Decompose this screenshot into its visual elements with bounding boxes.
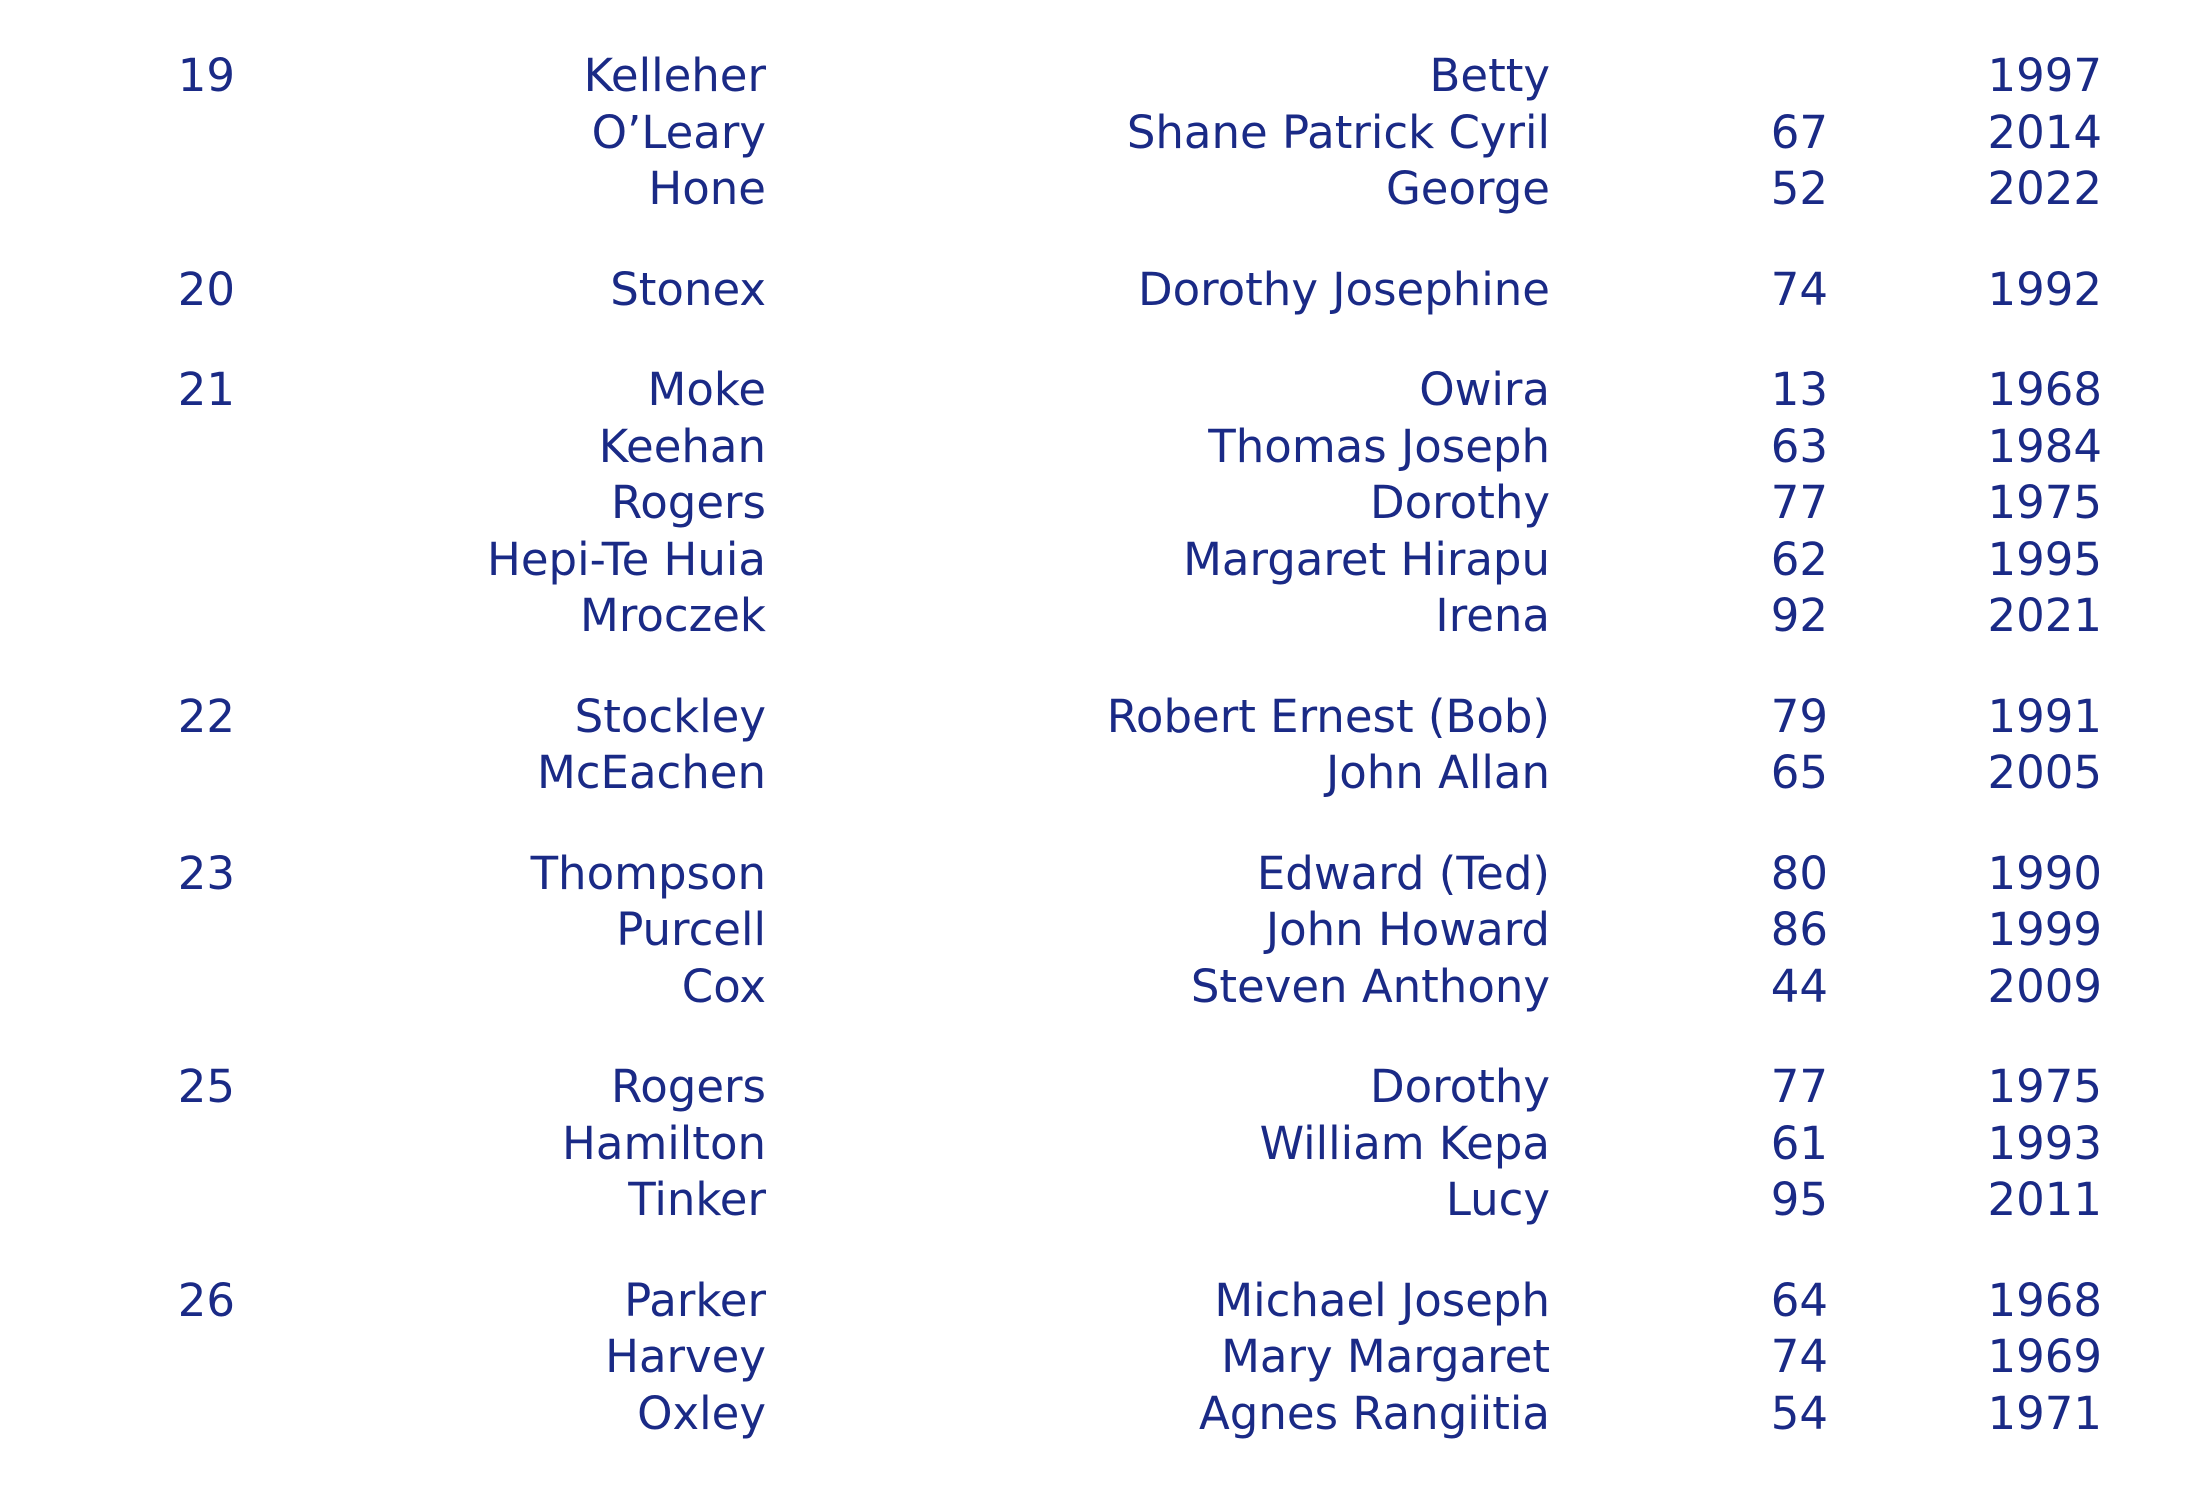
year-cell: 2011 bbox=[1987, 1173, 2102, 1226]
year-cell: 2014 bbox=[1987, 105, 2102, 159]
year-cell: 1969 bbox=[1987, 1330, 2102, 1383]
table-row bbox=[0, 588, 2194, 645]
row-number: 20 bbox=[177, 262, 235, 316]
row-number: 23 bbox=[177, 846, 235, 900]
year-cell: 2005 bbox=[1987, 746, 2102, 799]
year-cell: 1992 bbox=[1987, 262, 2102, 316]
given-names-cell: Irena bbox=[1435, 589, 1550, 642]
row-group bbox=[0, 48, 2194, 218]
given-names-cell: Dorothy Josephine bbox=[1137, 262, 1550, 316]
row-group bbox=[0, 262, 2194, 319]
surname-cell: Kelleher bbox=[583, 49, 766, 102]
table-row bbox=[0, 532, 2194, 589]
surname-cell: Cox bbox=[681, 959, 766, 1013]
table-row bbox=[0, 262, 2194, 319]
given-names-cell: Shane Patrick Cyril bbox=[1126, 105, 1550, 159]
age-cell: 74 bbox=[1770, 262, 1828, 316]
table-row bbox=[0, 419, 2194, 476]
given-names-cell: Thomas Joseph bbox=[1208, 419, 1550, 473]
year-cell: 1997 bbox=[1987, 49, 2102, 102]
given-names-cell: Lucy bbox=[1445, 1173, 1550, 1226]
age-cell: 95 bbox=[1770, 1173, 1828, 1226]
surname-cell: Harvey bbox=[605, 1330, 766, 1383]
given-names-cell: John Allan bbox=[1325, 746, 1550, 799]
year-cell: 1971 bbox=[1987, 1386, 2102, 1440]
age-cell: 54 bbox=[1770, 1386, 1828, 1440]
surname-cell: McEachen bbox=[536, 746, 766, 799]
given-names-cell: Owira bbox=[1419, 363, 1550, 416]
surname-cell: Purcell bbox=[616, 903, 766, 956]
age-cell: 79 bbox=[1770, 689, 1828, 743]
given-names-cell: Steven Anthony bbox=[1190, 959, 1550, 1013]
surname-cell: Stonex bbox=[610, 262, 766, 316]
surname-cell: Tinker bbox=[628, 1173, 766, 1226]
surname-cell: Hone bbox=[648, 162, 766, 215]
row-group bbox=[0, 689, 2194, 802]
table-row bbox=[0, 1329, 2194, 1386]
table-row bbox=[0, 1386, 2194, 1443]
given-names-cell: William Kepa bbox=[1259, 1116, 1550, 1170]
table-row bbox=[0, 475, 2194, 532]
age-cell: 52 bbox=[1770, 162, 1828, 215]
year-cell: 1975 bbox=[1987, 476, 2102, 529]
row-group bbox=[0, 362, 2194, 645]
table-row bbox=[0, 362, 2194, 419]
age-cell: 13 bbox=[1770, 363, 1828, 416]
age-cell: 77 bbox=[1770, 476, 1828, 529]
age-cell: 77 bbox=[1770, 1060, 1828, 1113]
given-names-cell: Mary Margaret bbox=[1221, 1330, 1550, 1383]
age-cell: 80 bbox=[1770, 846, 1828, 900]
year-cell: 1975 bbox=[1987, 1060, 2102, 1113]
row-group bbox=[0, 1273, 2194, 1443]
year-cell: 2021 bbox=[1987, 589, 2102, 642]
table-row bbox=[0, 1273, 2194, 1330]
row-number: 21 bbox=[177, 363, 235, 416]
burial-register-table bbox=[0, 48, 2194, 1486]
table-row bbox=[0, 959, 2194, 1016]
surname-cell: O’Leary bbox=[591, 105, 766, 159]
table-row bbox=[0, 689, 2194, 746]
age-cell: 63 bbox=[1770, 419, 1828, 473]
table-row bbox=[0, 161, 2194, 218]
age-cell: 74 bbox=[1770, 1330, 1828, 1383]
row-number: 26 bbox=[177, 1273, 235, 1327]
table-row bbox=[0, 48, 2194, 105]
given-names-cell: George bbox=[1385, 162, 1550, 215]
year-cell: 1991 bbox=[1987, 689, 2102, 743]
given-names-cell: Dorothy bbox=[1369, 476, 1550, 529]
row-number: 25 bbox=[177, 1060, 235, 1113]
age-cell: 92 bbox=[1770, 589, 1828, 642]
table-row bbox=[0, 902, 2194, 959]
table-row bbox=[0, 1059, 2194, 1116]
year-cell: 2022 bbox=[1987, 162, 2102, 215]
row-number: 22 bbox=[177, 689, 235, 743]
age-cell: 61 bbox=[1770, 1116, 1828, 1170]
table-row bbox=[0, 745, 2194, 802]
age-cell: 67 bbox=[1770, 105, 1828, 159]
given-names-cell: Dorothy bbox=[1369, 1060, 1550, 1113]
surname-cell: Keehan bbox=[598, 419, 766, 473]
surname-cell: Thompson bbox=[530, 846, 766, 900]
surname-cell: Moke bbox=[647, 363, 766, 416]
row-group bbox=[0, 1059, 2194, 1229]
age-cell: 64 bbox=[1770, 1273, 1828, 1327]
given-names-cell: Betty bbox=[1429, 49, 1550, 102]
surname-cell: Hamilton bbox=[562, 1116, 766, 1170]
surname-cell: Rogers bbox=[611, 1060, 766, 1113]
surname-cell: Hepi-Te Huia bbox=[487, 532, 766, 586]
year-cell: 1990 bbox=[1987, 846, 2102, 900]
surname-cell: Mroczek bbox=[580, 589, 766, 642]
age-cell: 44 bbox=[1770, 959, 1828, 1013]
year-cell: 1984 bbox=[1987, 419, 2102, 473]
given-names-cell: John Howard bbox=[1265, 903, 1550, 956]
year-cell: 1995 bbox=[1987, 532, 2102, 586]
row-group bbox=[0, 846, 2194, 1016]
year-cell: 1999 bbox=[1987, 903, 2102, 956]
surname-cell: Stockley bbox=[574, 689, 766, 743]
surname-cell: Rogers bbox=[611, 476, 766, 529]
table-row bbox=[0, 1172, 2194, 1229]
surname-cell: Parker bbox=[624, 1273, 766, 1327]
given-names-cell: Michael Joseph bbox=[1214, 1273, 1550, 1327]
given-names-cell: Agnes Rangiitia bbox=[1199, 1386, 1550, 1440]
table-row bbox=[0, 105, 2194, 162]
table-row bbox=[0, 846, 2194, 903]
year-cell: 1968 bbox=[1987, 363, 2102, 416]
year-cell: 1968 bbox=[1987, 1273, 2102, 1327]
table-row bbox=[0, 1116, 2194, 1173]
given-names-cell: Margaret Hirapu bbox=[1183, 532, 1550, 586]
age-cell: 62 bbox=[1770, 532, 1828, 586]
surname-cell: Oxley bbox=[637, 1386, 766, 1440]
age-cell: 65 bbox=[1770, 746, 1828, 799]
year-cell: 1993 bbox=[1987, 1116, 2102, 1170]
given-names-cell: Robert Ernest (Bob) bbox=[1106, 689, 1550, 743]
row-number: 19 bbox=[177, 49, 235, 102]
year-cell: 2009 bbox=[1987, 959, 2102, 1013]
given-names-cell: Edward (Ted) bbox=[1256, 846, 1550, 900]
age-cell: 86 bbox=[1770, 903, 1828, 956]
